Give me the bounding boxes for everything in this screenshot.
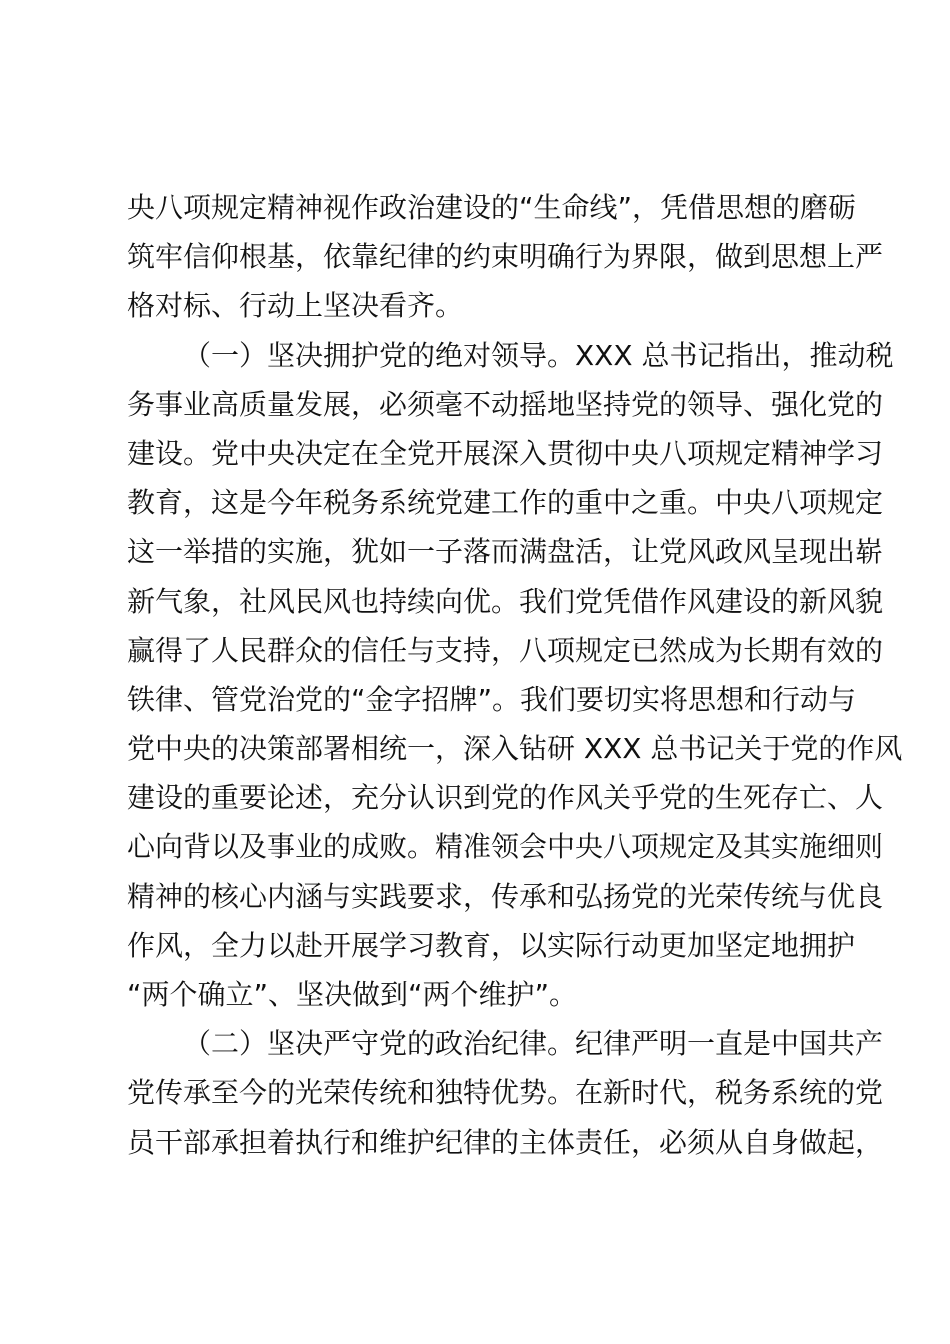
text-line: 党传承至今的光荣传统和独特优势。在新时代，税务系统的党 — [127, 1076, 884, 1110]
text-line: 铁律、管党治党的“金字招牌”。我们要切实将思想和行动与 — [127, 682, 857, 716]
text-line: 央八项规定精神视作政治建设的“生命线”，凭借思想的磨砺 — [127, 191, 857, 224]
text-line: 务事业高质量发展，必须毫不动摇地坚持党的领导、强化党的 — [127, 387, 884, 421]
paragraph-first-line: （二）坚决严守党的政治纪律。纪律严明一直是中国共产 — [183, 1027, 884, 1061]
text-line: 筑牢信仰根基，依靠纪律的约束明确行为界限，做到思想上严 — [127, 240, 884, 274]
paragraph-first-line: （一）坚决拥护党的绝对领导。XXX 总书记指出，推动税 — [183, 338, 894, 372]
text-line: 格对标、行动上坚决看齐。 — [127, 289, 464, 323]
body-text — [127, 183, 903, 1167]
text-line: 赢得了人民群众的信任与支持，八项规定已然成为长期有效的 — [127, 633, 884, 667]
text-line: 建设。党中央决定在全党开展深入贯彻中央八项规定精神学习 — [127, 436, 884, 470]
text-line: 建设的重要论述，充分认识到党的作风关乎党的生死存亡、人 — [127, 781, 884, 815]
text-line: 这一举措的实施，犹如一子落而满盘活，让党风政风呈现出崭 — [127, 535, 884, 569]
text-line: 教育，这是今年税务系统党建工作的重中之重。中央八项规定 — [127, 486, 884, 520]
text-line: 心向背以及事业的成败。精准领会中央八项规定及其实施细则 — [127, 830, 884, 864]
text-line: 党中央的决策部署相统一，深入钻研 XXX 总书记关于党的作风 — [127, 732, 903, 766]
text-line: 员干部承担着执行和维护纪律的主体责任，必须从自身做起， — [127, 1125, 884, 1159]
text-line: 精神的核心内涵与实践要求，传承和弘扬党的光荣传统与优良 — [127, 879, 884, 913]
text-line: 作风，全力以赴开展学习教育，以实际行动更加坚定地拥护 — [127, 928, 856, 962]
text-line: “两个确立”、坚决做到“两个维护”。 — [127, 978, 578, 1011]
text-line: 新气象，社风民风也持续向优。我们党凭借作风建设的新风貌 — [127, 584, 884, 618]
